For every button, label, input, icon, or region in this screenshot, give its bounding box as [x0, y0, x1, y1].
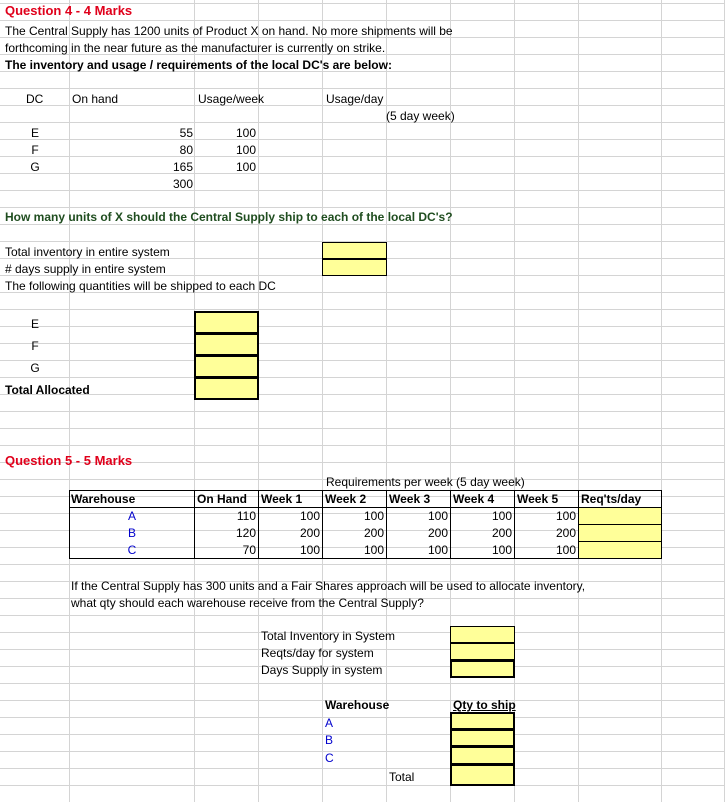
q4-row-onhand: 165 [172, 160, 193, 174]
q5-row-week1: 100 [299, 543, 320, 557]
q5-reqts-day-a-input[interactable] [578, 507, 662, 525]
q5-row-week3: 200 [427, 526, 448, 540]
q5-ship-warehouse: B [325, 733, 334, 747]
q5-row-week4: 200 [491, 526, 512, 540]
q5-total-inventory-input[interactable] [450, 626, 515, 643]
q4-label-days-supply: # days supply in entire system [5, 262, 166, 276]
q5-total-input[interactable] [450, 764, 515, 786]
q4-header-day-week: (5 day week) [386, 109, 455, 123]
q5-row-week5: 100 [555, 543, 576, 557]
q4-header-usage-week: Usage/week [198, 92, 265, 106]
q5-ship-c-input[interactable] [450, 746, 515, 765]
q4-total-allocated-input[interactable] [194, 377, 259, 400]
q5-col-onhand: On Hand [197, 492, 247, 506]
q4-header-onhand: On hand [72, 92, 119, 106]
q4-title: Question 4 - 4 Marks [5, 3, 133, 18]
q5-reqts-day-input[interactable] [450, 643, 515, 660]
q5-col-week3: Week 3 [389, 492, 431, 506]
q5-col-week4: Week 4 [453, 492, 495, 506]
q5-label-days-supply: Days Supply in system [261, 663, 383, 677]
q5-reqts-day-b-input[interactable] [578, 524, 662, 542]
q4-alloc-label: F [31, 339, 39, 353]
q4-text-line3: The inventory and usage / requirements of the local DC's are below: [5, 58, 392, 72]
q5-row-warehouse: C [127, 543, 137, 557]
q5-ship-warehouse: C [325, 751, 334, 765]
q5-days-supply-input[interactable] [450, 660, 515, 678]
q4-row-onhand: 55 [179, 126, 193, 140]
q5-row-week2: 100 [363, 543, 384, 557]
q5-row-week4: 100 [491, 509, 512, 523]
q5-question-line2: what qty should each warehouse receive from the Central Supply? [71, 596, 424, 610]
q4-row-dc: F [31, 143, 39, 157]
q4-row-dc: E [30, 126, 39, 140]
q5-ship-warehouse: A [325, 716, 334, 730]
q5-col-week2: Week 2 [325, 492, 367, 506]
q4-total-inventory-input[interactable] [322, 242, 387, 259]
q5-ship-b-input[interactable] [450, 729, 515, 747]
q4-header-usage-day: Usage/day [326, 92, 384, 106]
q5-row-week1: 100 [299, 509, 320, 523]
q4-row-dc: G [30, 160, 40, 174]
q5-ship-header-warehouse: Warehouse [325, 698, 390, 712]
q5-col-reqts-day: Req'ts/day [581, 492, 642, 506]
q5-row-week4: 100 [491, 543, 512, 557]
q5-row-onhand: 120 [235, 526, 256, 540]
q5-total-label: Total [389, 770, 415, 784]
q4-header-dc: DC [26, 92, 44, 106]
q4-row-usage: 100 [235, 160, 256, 174]
q5-row-week2: 200 [363, 526, 384, 540]
q4-row-usage: 100 [235, 143, 256, 157]
q4-total-allocated-label: Total Allocated [5, 383, 90, 397]
q5-ship-header-qty: Qty to ship [453, 698, 516, 712]
q5-row-week1: 200 [299, 526, 320, 540]
q5-title: Question 5 - 5 Marks [5, 453, 133, 468]
q5-col-warehouse: Warehouse [71, 492, 136, 506]
q4-text-line2: forthcoming in the near future as the manufacturer is currently on strike. [5, 41, 386, 55]
q5-row-week2: 100 [363, 509, 384, 523]
q4-alloc-e-input[interactable] [194, 311, 259, 334]
q4-alloc-f-input[interactable] [194, 333, 259, 356]
q5-label-reqts-day: Reqts/day for system [261, 646, 374, 660]
q5-row-onhand: 110 [236, 509, 256, 523]
q5-row-onhand: 70 [242, 543, 256, 557]
q5-req-header: Requirements per week (5 day week) [326, 475, 525, 489]
q4-text-line1: The Central Supply has 1200 units of Product X on hand. No more shipments will be [5, 24, 453, 38]
q5-row-week5: 200 [555, 526, 576, 540]
q5-row-week5: 100 [555, 509, 576, 523]
q4-row-onhand: 80 [179, 143, 193, 157]
q5-row-warehouse: A [127, 509, 136, 523]
q4-alloc-label: E [30, 317, 39, 331]
q5-reqts-day-c-input[interactable] [578, 541, 662, 559]
q5-col-week1: Week 1 [261, 492, 303, 506]
q4-alloc-label: G [30, 361, 40, 375]
q5-row-week3: 100 [427, 509, 448, 523]
q5-row-week3: 100 [427, 543, 448, 557]
q5-ship-a-input[interactable] [450, 712, 515, 730]
q4-row-usage: 100 [235, 126, 256, 140]
q4-alloc-g-input[interactable] [194, 355, 259, 378]
q4-label-following: The following quantities will be shipped to each DC [5, 279, 276, 293]
q5-row-warehouse: B [127, 526, 136, 540]
q4-days-supply-input[interactable] [322, 259, 387, 276]
q4-total-onhand: 300 [172, 177, 193, 191]
q5-col-week5: Week 5 [517, 492, 559, 506]
q4-question: How many units of X should the Central Supply ship to each of the local DC's? [5, 210, 453, 224]
q5-label-total-inventory: Total Inventory in System [261, 629, 396, 643]
q5-question-line1: If the Central Supply has 300 units and a Fair Shares approach will be used to allocate inventory, [71, 579, 586, 593]
q4-label-total-inventory: Total inventory in entire system [5, 245, 170, 259]
